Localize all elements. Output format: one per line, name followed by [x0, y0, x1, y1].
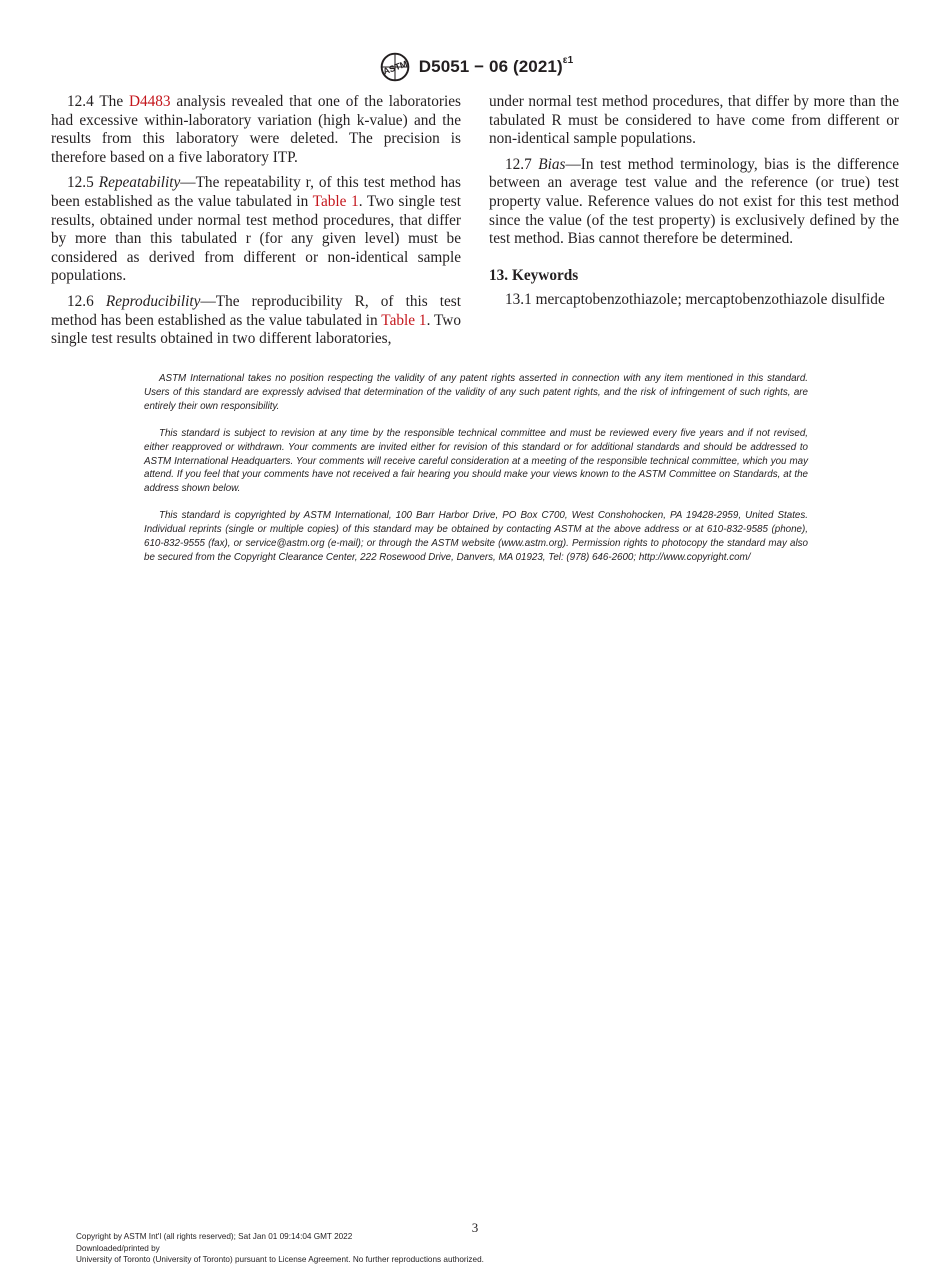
table-1-link[interactable]: Table 1 [312, 192, 359, 210]
d4483-link[interactable]: D4483 [128, 93, 171, 110]
page-number: 3 [471, 1220, 479, 1235]
revision-notice: This standard is subject to revision at any time by the responsible technical committee and must be reviewed every five years and if not revised, either reapproved or withdrawn. Your comments are invited either for revision of this standard or for additional standards and should be addressed to ASTM International Headquarters. Your comments will receive careful consideration at a meeting of the responsible technical committee, which you may attend. If you feel that your comments have not received a fair hearing you should make your views known to the ASTM Committee on Standards, at the address shown below. [144, 427, 808, 495]
paragraph-12-5: 12.5 Repeatability—The repeatability r, of this test method has been established as the value tabulated in Table 1. Two single test results, obtained under normal test method procedures, that differ by more than this tabulated r (for any given level) must be considered as derived from different or non-identical sample populations. [51, 174, 461, 285]
left-column [51, 93, 461, 356]
page-header [0, 50, 950, 84]
astm-logo-icon [377, 51, 413, 83]
table-1-link[interactable]: Table 1 [381, 311, 427, 329]
patent-notice: ASTM International takes no position respecting the validity of any patent rights asserted in connection with any item mentioned in this standard. Users of this standard are expressly advised that determination of the validity of any such patent rights, and the risk of infringement of such rights, are entirely their own responsibility. [144, 373, 808, 412]
right-column [489, 93, 899, 317]
astm-notices [144, 372, 808, 578]
paragraph-12-6-continued: under normal test method procedures, that differ by more than the tabulated R must be considered to have come from different or non-identical sample populations. [489, 93, 899, 148]
paragraph-13-1: 13.1 mercaptobenzothiazole; mercaptobenzothiazole disulfide [505, 291, 885, 309]
copyright-notice: This standard is copyrighted by ASTM International, 100 Barr Harbor Drive, PO Box C700, West Conshohocken, PA 19428-2959, United States. Individual reprints (single or multiple copies) of this standard may be obtained by contacting ASTM at the above address or at 610-832-9585 (phone), 610-832-9555 (fax), or service@astm.org (e-mail); or through the ASTM website (www.astm.org). Permission rights to photocopy the standard may also be secured from the Copyright Clearance Center, 222 Rosewood Drive, Danvers, MA 01923, Tel: (978) 646-2600; http://www.copyright.com/ [144, 510, 808, 563]
standard-designation: D5051 − 06 $(2021)^{\varepsilon 1}$ [418, 55, 574, 76]
footer-line: Copyright by ASTM Int'l (all rights reserved); Sat Jan 01 09:14:04 GMT 2022 [76, 1232, 353, 1241]
footer-line: University of Toronto (University of Toronto) pursuant to License Agreement. No further reproductions authorized. [76, 1255, 484, 1265]
paragraph-12-4: 12.4 The D4483 analysis revealed that one of the laboratories had excessive within-laboratory variation (high k-value) and the results from this laboratory were deleted. The precision is therefore based on a five laboratory ITP. [51, 93, 461, 166]
paragraph-12-7: 12.7 Bias—In test method terminology, bias is the difference between an average test value and the reference (or true) test property value. Reference values do not exist for this test method since the value (of the test property) is exclusively defined by the test method. Bias cannot therefore be determined. [489, 155, 899, 248]
paragraph-12-6: 12.6 Reproducibility—The reproducibility R, of this test method has been established as the value tabulated in Table 1. Two single test results obtained in two different laboratories, [51, 292, 461, 348]
svg-text:ASTM: ASTM [381, 58, 409, 77]
download-footer [76, 1231, 676, 1266]
footer-line: Downloaded/printed by [76, 1243, 160, 1253]
section-heading-keywords: 13. Keywords [489, 266, 579, 284]
